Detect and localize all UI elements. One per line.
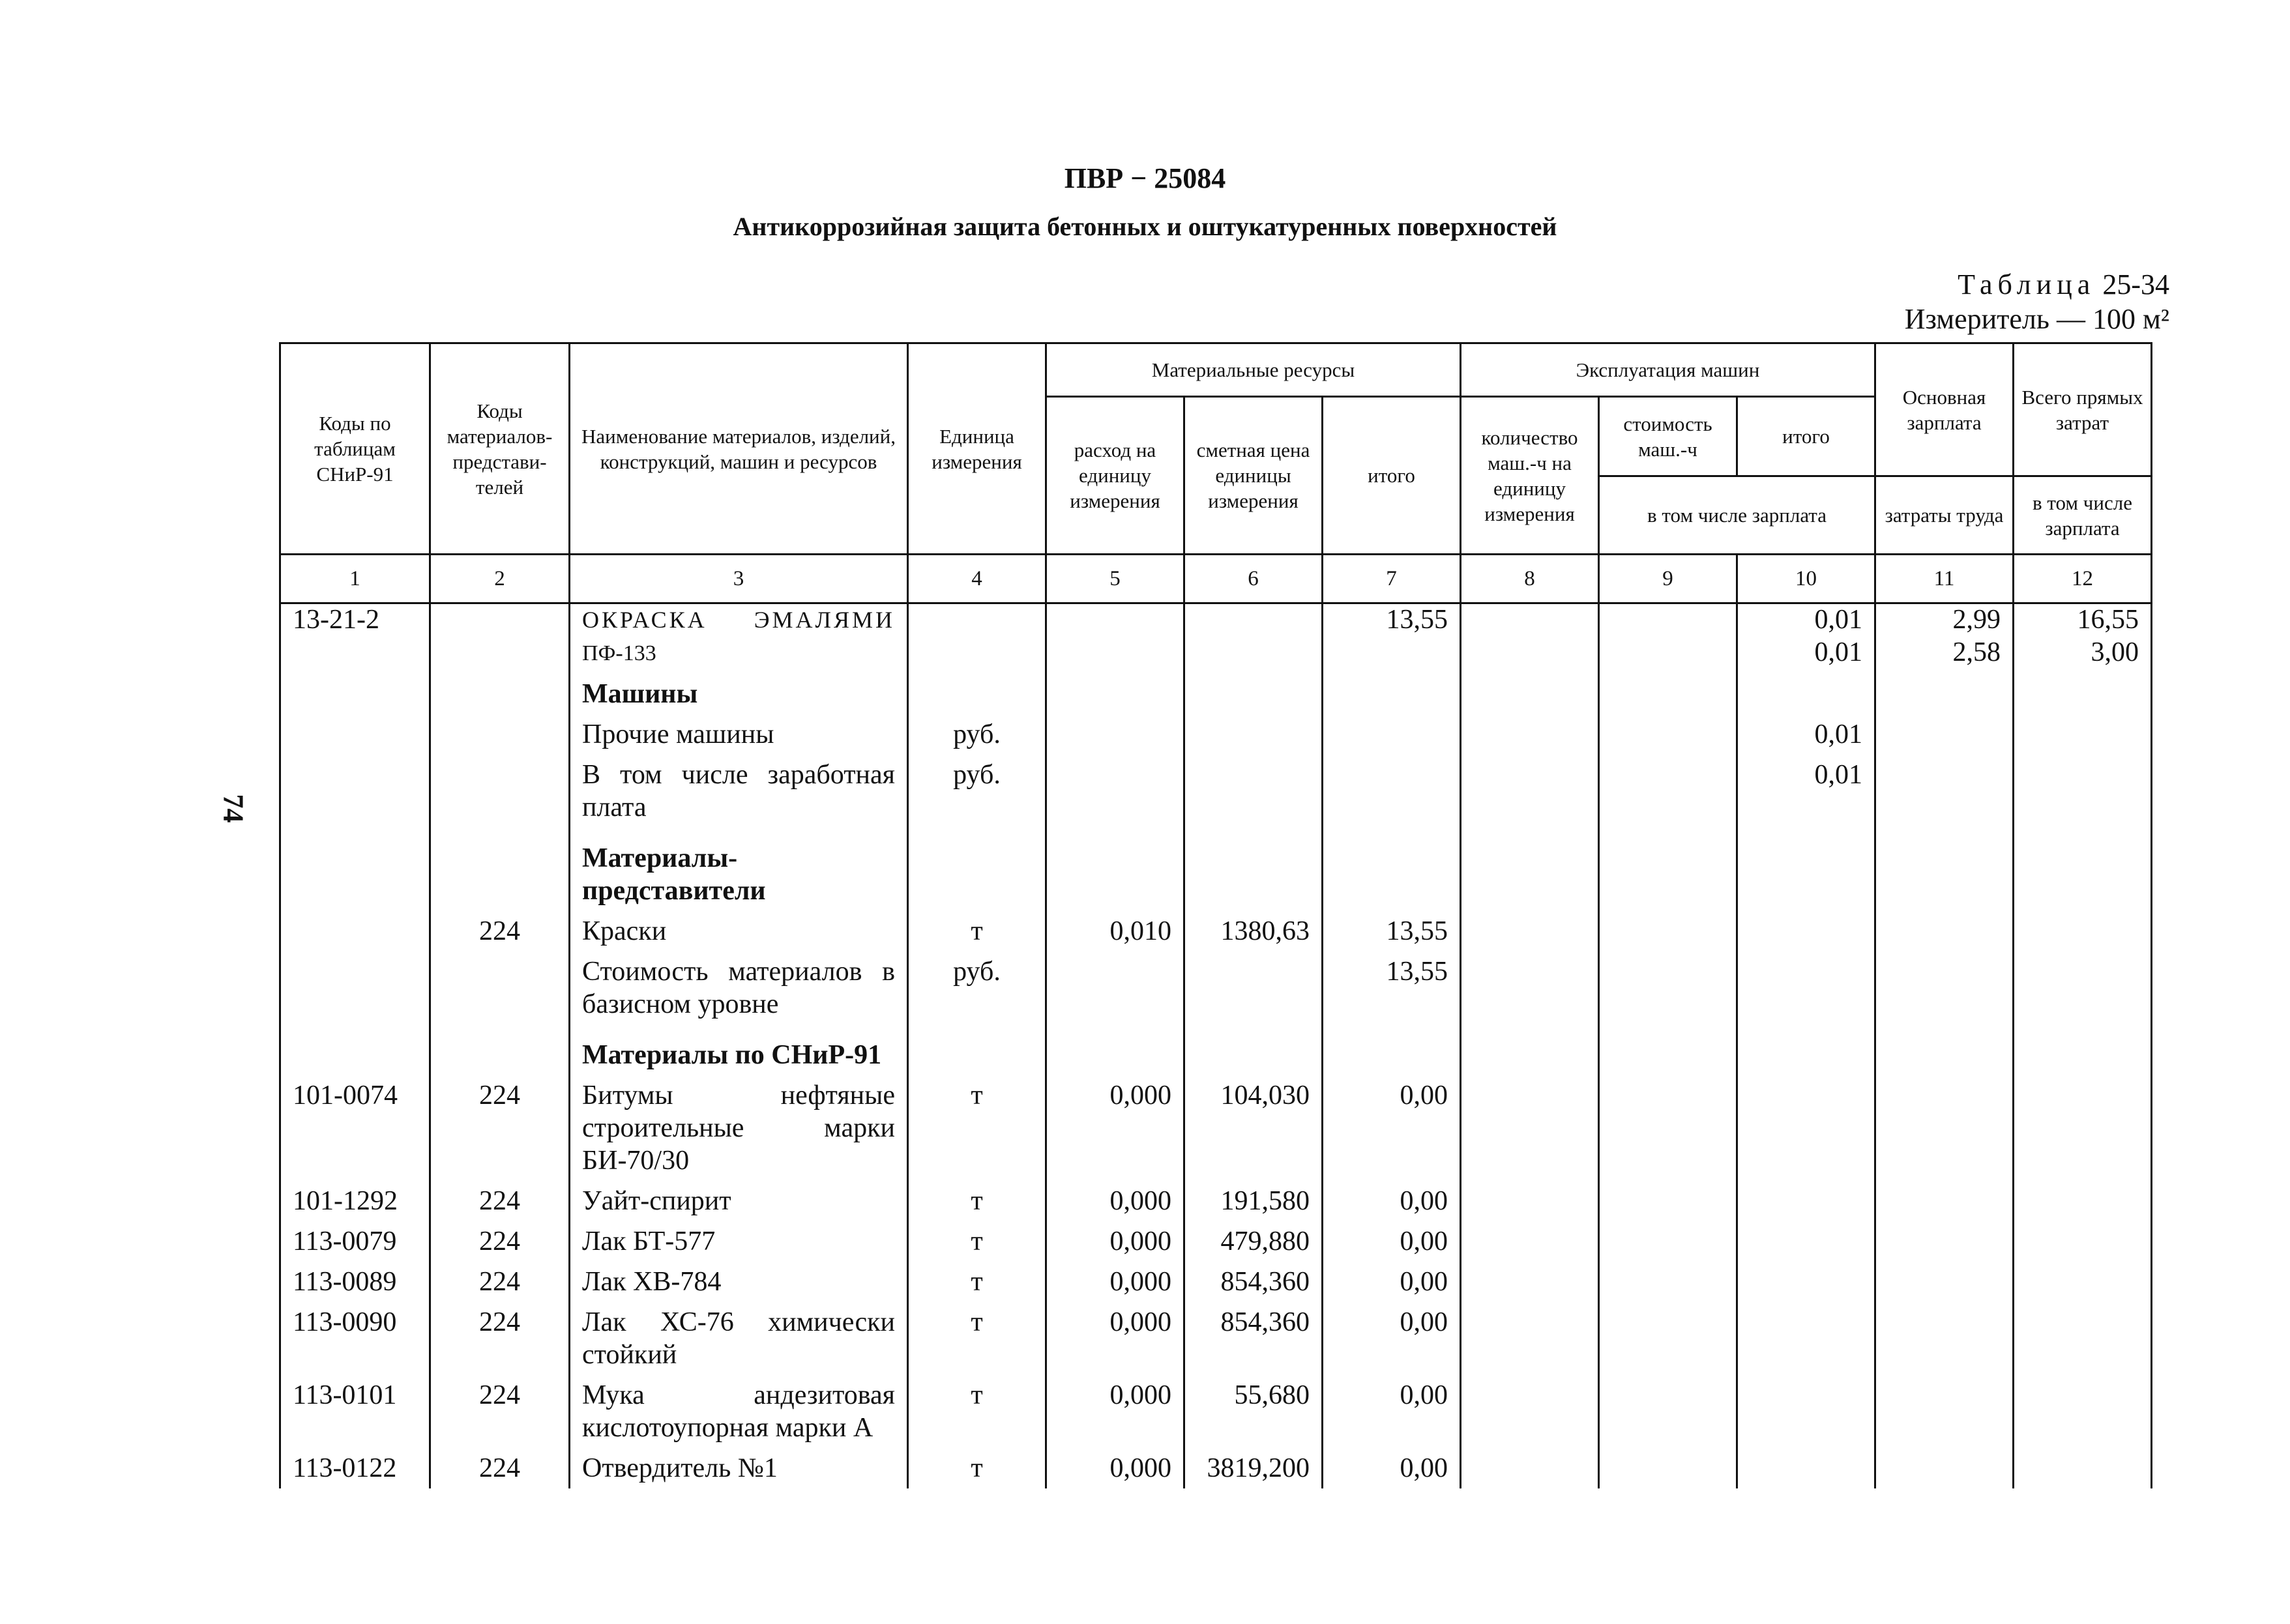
cell-total: 0,00	[1323, 1302, 1461, 1375]
cell-unit: т	[908, 1221, 1046, 1262]
table-row	[280, 911, 2152, 951]
cell-total: 0,00	[1323, 1262, 1461, 1302]
cell-repr: 224	[430, 1181, 570, 1221]
cell-machine-total-1: 0,01	[1814, 605, 1862, 635]
table-header	[279, 342, 2152, 604]
document-title: ПВР − 25084	[1064, 162, 1226, 194]
header-price: сметная цена единицы измерения	[1184, 397, 1323, 555]
cell-direct-total	[2014, 600, 2152, 674]
cell-repr: 224	[430, 1375, 570, 1448]
cell-name: Мука андезитовая кислотоупорная марки А	[570, 1375, 908, 1448]
column-number: 8	[1461, 555, 1599, 603]
cell-unit: т	[908, 1302, 1046, 1375]
header-codes-repr: Коды материалов-представи-телей	[430, 343, 570, 555]
cell-rate: 0,010	[1046, 911, 1184, 951]
cell-price: 854,360	[1184, 1262, 1323, 1302]
column-number: 7	[1323, 555, 1461, 603]
header-labor: затраты труда	[1875, 476, 2014, 555]
cell-total: 0,00	[1323, 1448, 1461, 1488]
header-codes-snip: Коды по таблицам СНиР-91	[280, 343, 430, 555]
cell-rate: 0,000	[1046, 1262, 1184, 1302]
cell-price: 191,580	[1184, 1181, 1323, 1221]
cell-unit: т	[908, 1375, 1046, 1448]
header-unit: Единица измерения	[908, 343, 1046, 555]
cell-name: Уайт-спирит	[570, 1181, 908, 1221]
cell-unit: т	[908, 1075, 1046, 1181]
cell-price: 3819,200	[1184, 1448, 1323, 1488]
cell-machine-total	[1737, 600, 1875, 674]
cell-code: 13-21-2	[280, 600, 430, 674]
cell-name: Краски	[570, 911, 908, 951]
cell-machine-total: 0,01	[1737, 755, 1875, 828]
cell-rate: 0,000	[1046, 1221, 1184, 1262]
table-label: Таблица	[1958, 268, 2096, 300]
header-base-wage: Основная зарплата	[1875, 343, 2014, 476]
column-number: 3	[570, 555, 908, 603]
group-label-machines: Машины	[570, 674, 908, 714]
cell-machine-cost	[1599, 600, 1737, 674]
column-number: 4	[908, 555, 1046, 603]
group-label-snip-materials: Материалы по СНиР-91	[570, 1024, 908, 1075]
document-subtitle: Антикоррозийная защита бетонных и оштукатуренных поверхностей	[733, 212, 1557, 241]
cell-price: 854,360	[1184, 1302, 1323, 1375]
cell-code: 113-0079	[280, 1221, 430, 1262]
cell-unit: т	[908, 911, 1046, 951]
cell-code: 113-0089	[280, 1262, 430, 1302]
cell-machine-total-2: 0,01	[1814, 637, 1862, 667]
header-direct-incl-wage: в том числе зарплата	[2014, 476, 2152, 555]
cell-price: 104,030	[1184, 1075, 1323, 1181]
table-caption	[1905, 267, 2169, 336]
header-material-group: Материальные ресурсы	[1046, 343, 1461, 397]
cell-rate: 0,000	[1046, 1181, 1184, 1221]
cell-repr: 224	[430, 1221, 570, 1262]
cell-total: 0,00	[1323, 1075, 1461, 1181]
cell-price: 55,680	[1184, 1375, 1323, 1448]
table-row	[280, 674, 2152, 714]
cell-direct-total-1: 16,55	[2077, 605, 2139, 635]
cell-rate: 0,000	[1046, 1448, 1184, 1488]
cell-rate	[1046, 600, 1184, 674]
table-row	[280, 828, 2152, 911]
cell-unit: т	[908, 1262, 1046, 1302]
table-row	[280, 1024, 2152, 1075]
column-number: 5	[1046, 555, 1184, 603]
column-number: 6	[1184, 555, 1323, 603]
cell-unit: т	[908, 1448, 1046, 1488]
cell-code	[280, 911, 430, 951]
cell-name: Лак ХВ-784	[570, 1262, 908, 1302]
cell-price	[1184, 600, 1323, 674]
table-row	[280, 951, 2152, 1024]
table-label-line	[1905, 267, 2169, 302]
header-machine-incl-wage: в том числе зарплата	[1599, 476, 1875, 555]
page-number: 74	[217, 794, 250, 823]
cell-name: Лак ХС-76 химически стойкий	[570, 1302, 908, 1375]
cell-repr: 224	[430, 1302, 570, 1375]
cell-rate: 0,000	[1046, 1075, 1184, 1181]
cell-total: 13,55	[1323, 911, 1461, 951]
cell-base-wage-1: 2,99	[1952, 605, 2001, 635]
section-title-line2: ПФ-133	[582, 641, 656, 665]
cell-unit	[908, 600, 1046, 674]
cell-name: В том числе заработная плата	[570, 755, 908, 828]
cell-name: Лак БТ-577	[570, 1221, 908, 1262]
cell-rate: 0,000	[1046, 1375, 1184, 1448]
cell-name: Отвердитель №1	[570, 1448, 908, 1488]
cell-direct-total-2: 3,00	[2091, 637, 2139, 667]
cell-price: 479,880	[1184, 1221, 1323, 1262]
column-number: 9	[1599, 555, 1737, 603]
column-number: 12	[2014, 555, 2152, 603]
cell-repr: 224	[430, 1262, 570, 1302]
cell-repr: 224	[430, 1448, 570, 1488]
column-number: 10	[1737, 555, 1875, 603]
cell-machine-hours	[1461, 600, 1599, 674]
header-machine-total: итого	[1737, 397, 1875, 476]
table-row	[280, 1262, 2152, 1302]
cell-repr: 224	[430, 1075, 570, 1181]
cell-code: 113-0122	[280, 1448, 430, 1488]
group-label-representatives: Материалы-представители	[570, 828, 908, 911]
cell-total: 13,55	[1323, 951, 1461, 1024]
cell-total: 0,00	[1323, 1375, 1461, 1448]
cell-machine-total: 0,01	[1737, 714, 1875, 755]
cell-rate: 0,000	[1046, 1302, 1184, 1375]
table-row	[280, 600, 2152, 674]
header-material-total: итого	[1323, 397, 1461, 555]
table-row	[280, 1221, 2152, 1262]
cell-name: Битумы нефтяные строительные марки БИ-70/30	[570, 1075, 908, 1181]
cell-name: Прочие машины	[570, 714, 908, 755]
table-row	[280, 1302, 2152, 1375]
cell-unit: руб.	[908, 714, 1046, 755]
column-number: 1	[280, 555, 430, 603]
cell-total: 13,55	[1323, 600, 1461, 674]
cell-name: Стоимость материалов в базисном уровне	[570, 951, 908, 1024]
table-body	[279, 600, 2152, 1488]
cell-base-wage-2: 2,58	[1952, 637, 2001, 667]
cell-unit: руб.	[908, 951, 1046, 1024]
table-row	[280, 1448, 2152, 1488]
column-numbers-row	[280, 555, 2152, 603]
cell-unit: руб.	[908, 755, 1046, 828]
section-title-line1: ОКРАСКА ЭМАЛЯМИ	[582, 607, 895, 633]
header-rate: расход на единицу измерения	[1046, 397, 1184, 555]
table-row	[280, 1181, 2152, 1221]
table-row	[280, 1075, 2152, 1181]
measure-unit: Измеритель — 100 м²	[1904, 303, 2169, 335]
column-number: 2	[430, 555, 570, 603]
table-id: 25-34	[2102, 268, 2169, 300]
table-row	[280, 1375, 2152, 1448]
header-machine-cost: стоимость маш.-ч	[1599, 397, 1737, 476]
table-row	[280, 755, 2152, 828]
cell-unit: т	[908, 1181, 1046, 1221]
header-machine-group: Эксплуатация машин	[1461, 343, 1875, 397]
header-name: Наименование материалов, изделий, конструкций, машин и ресурсов	[570, 343, 908, 555]
cell-name	[570, 600, 908, 674]
cell-repr: 224	[430, 911, 570, 951]
table-row	[280, 714, 2152, 755]
column-number: 11	[1875, 555, 2014, 603]
cell-code: 113-0101	[280, 1375, 430, 1448]
cell-base-wage	[1875, 600, 2014, 674]
cell-total: 0,00	[1323, 1221, 1461, 1262]
cell-repr	[430, 600, 570, 674]
header-direct-total: Всего прямых затрат	[2014, 343, 2152, 476]
cell-code: 101-1292	[280, 1181, 430, 1221]
cell-code: 113-0090	[280, 1302, 430, 1375]
cell-price: 1380,63	[1184, 911, 1323, 951]
header-machine-hours: количество маш.-ч на единицу измерения	[1461, 397, 1599, 555]
cell-total: 0,00	[1323, 1181, 1461, 1221]
cell-code: 101-0074	[280, 1075, 430, 1181]
